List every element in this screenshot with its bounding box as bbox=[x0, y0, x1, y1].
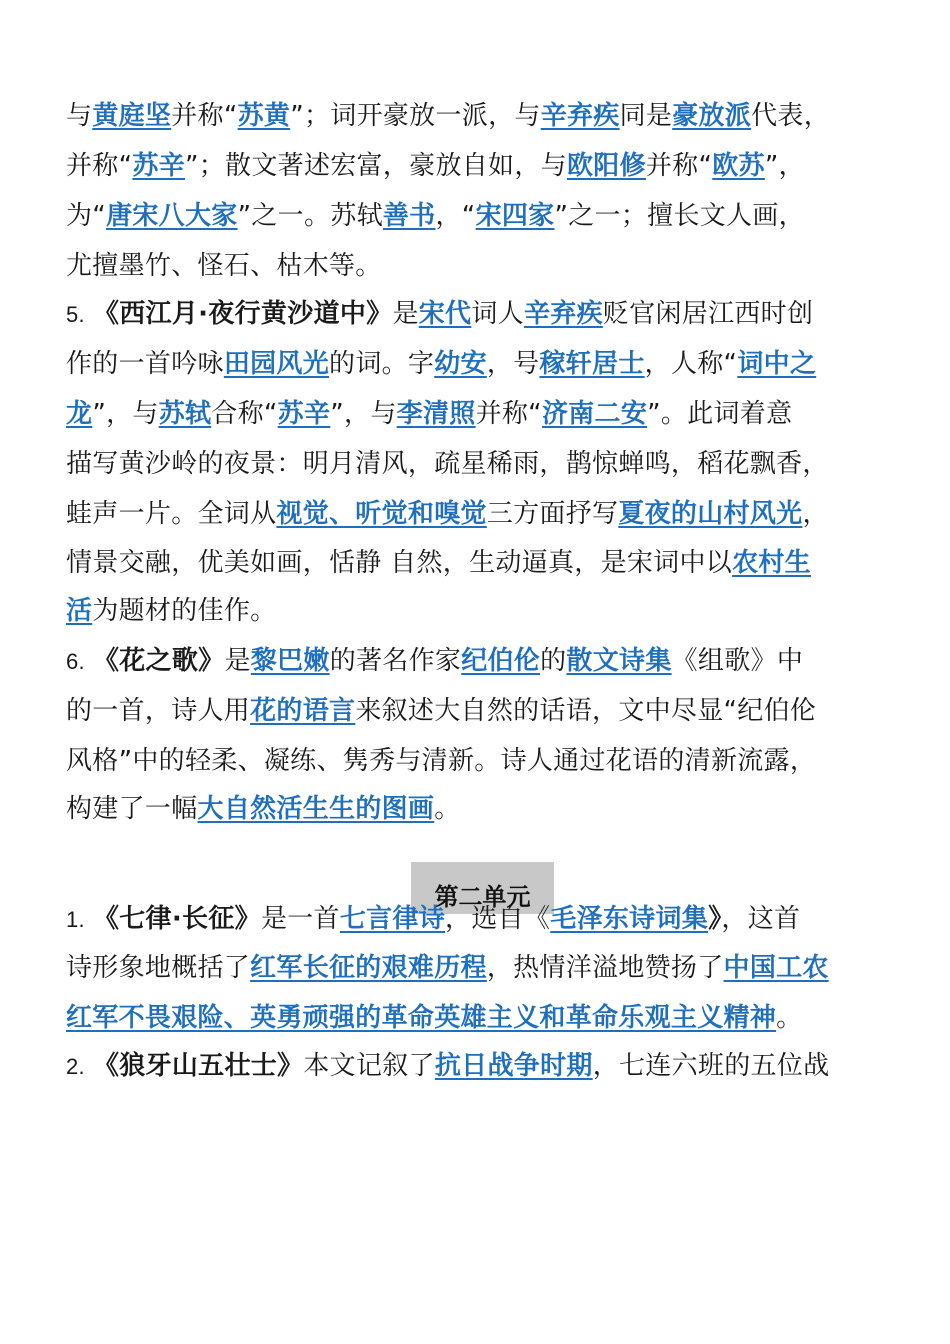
body-text: ”，与 bbox=[92, 399, 159, 429]
body-text: 《组歌》中 bbox=[671, 646, 804, 676]
body-text: 代表， bbox=[751, 101, 831, 131]
keyword-link[interactable]: 散文诗集 bbox=[566, 646, 672, 676]
keyword-link[interactable]: 辛弃疾 bbox=[523, 299, 603, 329]
body-text: ，“ bbox=[435, 201, 476, 231]
keyword-link[interactable]: 李清照 bbox=[396, 399, 476, 429]
text-line bbox=[66, 195, 805, 237]
body-text: 《 bbox=[523, 904, 551, 934]
body-text: ”之一；擅长文人画， bbox=[554, 201, 805, 231]
body-text: 风格”中的轻柔、凝练、隽秀与清新。诗人通过花语的清新流露， bbox=[66, 746, 817, 776]
text-line bbox=[66, 640, 803, 682]
keyword-link[interactable]: 苏辛 bbox=[132, 151, 185, 181]
body-text: 的著名作家 bbox=[329, 646, 462, 676]
keyword-link[interactable]: 欧苏 bbox=[712, 151, 765, 181]
body-text: ”，与 bbox=[330, 399, 397, 429]
body-text: 同是 bbox=[619, 101, 673, 131]
body-text: 来叙述大自然的话语，文中尽显“纪伯伦 bbox=[355, 696, 817, 726]
keyword-link[interactable]: 龙 bbox=[66, 399, 93, 429]
keyword-link[interactable]: 田园风光 bbox=[223, 349, 330, 379]
keyword-link[interactable]: 苏黄 bbox=[237, 101, 291, 131]
body-text: ”， bbox=[764, 151, 805, 181]
keyword-link[interactable]: 夏夜的山村风光 bbox=[618, 499, 803, 529]
text-line bbox=[66, 947, 829, 989]
text-line bbox=[66, 95, 830, 137]
body-text: 蛙声一片。全词从 bbox=[66, 499, 277, 529]
keyword-link[interactable]: 唐宋八大家 bbox=[106, 201, 238, 231]
text-line bbox=[66, 493, 829, 535]
body-text: 的词。字 bbox=[329, 349, 435, 379]
text-line bbox=[66, 145, 805, 187]
text-line bbox=[66, 1045, 829, 1087]
body-text: 作的一首吟咏 bbox=[66, 349, 224, 379]
keyword-link[interactable]: 稼轩居士 bbox=[539, 349, 645, 379]
keyword-link[interactable]: 毛泽东诗词集 bbox=[550, 904, 709, 934]
text-line bbox=[66, 788, 461, 830]
body-text: 。 bbox=[434, 794, 461, 824]
keyword-link[interactable]: 中国工农 bbox=[723, 953, 829, 983]
keyword-link[interactable]: 花的语言 bbox=[250, 696, 356, 726]
unit-heading: 第二单元 bbox=[434, 883, 531, 911]
item-number: 5. bbox=[66, 302, 85, 327]
keyword-link[interactable]: 宋四家 bbox=[475, 201, 555, 231]
body-text: 诗形象地概括了 bbox=[66, 953, 251, 983]
body-text: 词人 bbox=[471, 299, 524, 329]
keyword-link[interactable]: 黄庭坚 bbox=[92, 101, 172, 131]
body-text: 是一首 bbox=[260, 904, 340, 934]
body-text: 情景交融，优美如画，恬静 自然，生动逼真，是宋词中以 bbox=[66, 548, 733, 578]
body-text: 构建了一幅 bbox=[66, 794, 198, 824]
keyword-link[interactable]: 抗日战争时期 bbox=[434, 1051, 593, 1081]
text-line bbox=[66, 898, 800, 940]
body-text: 。 bbox=[776, 1003, 803, 1033]
keyword-link[interactable]: 词中之 bbox=[737, 349, 817, 379]
body-text: ，热情洋溢地赞扬了 bbox=[486, 953, 724, 983]
keyword-link[interactable]: 红军不畏艰险、英勇顽强的革命英雄主义和革命乐观主义精神 bbox=[66, 1003, 777, 1033]
body-text: 并称“ bbox=[171, 101, 238, 131]
item-number: 1. bbox=[66, 907, 85, 932]
body-text: 三方面抒写 bbox=[486, 499, 619, 529]
work-title: 《西江月·夜行黄沙道中》 bbox=[92, 299, 393, 329]
text-line bbox=[66, 590, 276, 632]
body-text: 合称“ bbox=[211, 399, 278, 429]
text-line bbox=[66, 542, 811, 584]
body-text: 为题材的佳作。 bbox=[92, 596, 277, 626]
work-title: 》 bbox=[708, 904, 722, 934]
body-text: 并称“ bbox=[475, 399, 542, 429]
keyword-link[interactable]: 黎巴嫩 bbox=[250, 646, 330, 676]
text-line bbox=[66, 997, 802, 1039]
keyword-link[interactable]: 苏轼 bbox=[158, 399, 212, 429]
keyword-link[interactable]: 七言律诗 bbox=[339, 904, 446, 934]
text-line bbox=[66, 443, 829, 485]
body-text: 并称“ bbox=[645, 151, 713, 181]
body-text: 贬官闲居江西时创 bbox=[602, 299, 814, 329]
item-number: 6. bbox=[66, 649, 85, 674]
keyword-link[interactable]: 活 bbox=[66, 596, 93, 626]
body-text: ”之一。苏轼 bbox=[237, 201, 383, 231]
work-title: 《花之歌》 bbox=[92, 646, 225, 676]
text-line bbox=[66, 245, 382, 287]
body-text: ，七连六班的五位战 bbox=[592, 1051, 830, 1081]
body-text: ，选自 bbox=[445, 904, 524, 934]
work-title: 《七律·长征》 bbox=[92, 904, 261, 934]
work-title: 《狼牙山五壮士》 bbox=[92, 1051, 304, 1081]
keyword-link[interactable]: 纪伯伦 bbox=[461, 646, 541, 676]
body-text: ，人称“ bbox=[644, 349, 738, 379]
body-text: 的一首，诗人用 bbox=[66, 696, 251, 726]
body-text: ”；散文著述宏富，豪放自如，与 bbox=[184, 151, 567, 181]
body-text: 本文记叙了 bbox=[303, 1051, 435, 1081]
keyword-link[interactable]: 豪放派 bbox=[672, 101, 752, 131]
keyword-link[interactable]: 宋代 bbox=[418, 299, 472, 329]
body-text: 是 bbox=[224, 646, 251, 676]
text-line bbox=[66, 393, 792, 435]
body-text: 是 bbox=[392, 299, 419, 329]
body-text: ，号 bbox=[486, 349, 540, 379]
body-text: 描写黄沙岭的夜景：明月清风，疏星稀雨，鹊惊蝉鸣，稻花飘香， bbox=[66, 449, 829, 479]
item-number: 2. bbox=[66, 1054, 85, 1079]
body-text: ”。此词着意 bbox=[647, 399, 793, 429]
keyword-link[interactable]: 辛弃疾 bbox=[540, 101, 620, 131]
keyword-link[interactable]: 幼安 bbox=[434, 349, 487, 379]
keyword-link[interactable]: 济南二安 bbox=[541, 399, 648, 429]
text-line bbox=[66, 343, 816, 385]
body-text: ，这首 bbox=[721, 904, 801, 934]
text-line bbox=[66, 740, 816, 782]
keyword-link[interactable]: 欧阳修 bbox=[566, 151, 646, 181]
body-text: 为“ bbox=[66, 201, 107, 231]
keyword-link[interactable]: 大自然活生生的图画 bbox=[197, 794, 435, 824]
keyword-link[interactable]: 善书 bbox=[382, 201, 436, 231]
text-line bbox=[66, 690, 816, 732]
body-text: 与 bbox=[66, 101, 93, 131]
body-text: ， bbox=[802, 499, 829, 529]
keyword-link[interactable]: 苏辛 bbox=[277, 399, 331, 429]
body-text: ”；词开豪放一派，与 bbox=[290, 101, 541, 131]
keyword-link[interactable]: 视觉、听觉和嗅觉 bbox=[276, 499, 487, 529]
text-line bbox=[66, 293, 813, 335]
body-text: 的 bbox=[540, 646, 567, 676]
body-text: 并称“ bbox=[66, 151, 133, 181]
keyword-link[interactable]: 农村生 bbox=[732, 548, 811, 578]
keyword-link[interactable]: 红军长征的艰难历程 bbox=[250, 953, 487, 983]
body-text: 尤擅墨竹、怪石、枯木等。 bbox=[66, 251, 382, 281]
